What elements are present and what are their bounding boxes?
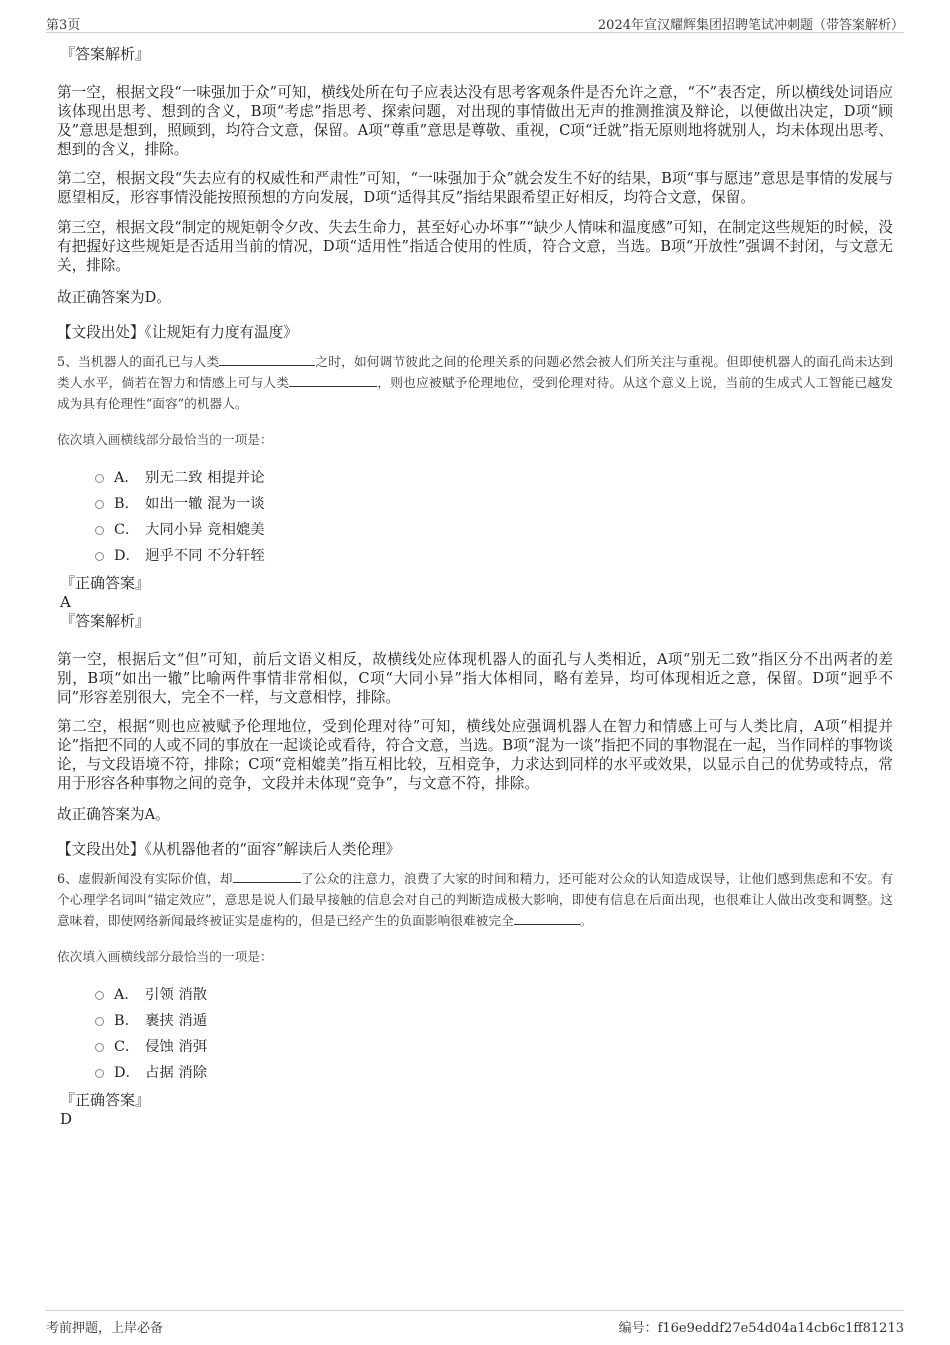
q6-options bbox=[57, 982, 893, 1086]
radio-icon[interactable] bbox=[95, 991, 104, 1000]
radio-icon[interactable] bbox=[95, 526, 104, 535]
q5-correct-label: 『正确答案』 bbox=[60, 574, 151, 592]
q5-option-b[interactable]: B． 如出一辙 混为一谈 bbox=[57, 491, 893, 517]
radio-icon[interactable] bbox=[95, 1069, 104, 1078]
q5-conclusion: 故正确答案为A。 bbox=[57, 806, 170, 823]
q5-option-c[interactable]: C． 大同小异 竞相媲美 bbox=[57, 517, 893, 543]
q6-stem-part-3: 。 bbox=[579, 913, 593, 928]
q5-stem-part-2: 之时，如何调节彼此之间的伦理关系的问题必然会被人们所关注与重视。但即使机器人的面孔尚未达到类人水平，倘若在智力和情感上可与人类 bbox=[57, 354, 893, 390]
q6-correct-answer: D bbox=[60, 1110, 73, 1128]
page-header bbox=[46, 10, 904, 33]
page-content bbox=[57, 44, 893, 1129]
q6-stem bbox=[57, 868, 893, 931]
q5-options bbox=[57, 465, 893, 569]
q6-stem-part-1: 6、虚假新闻没有实际价值，却 bbox=[57, 871, 233, 886]
q6-stem-part-2: 了公众的注意力，浪费了大家的时间和精力，还可能对公众的认知造成误导，让他们感到焦虑和不安。有个心理学名词叫“锚定效应”，意思是说人们最早接触的信息会对自己的判断造成极大影响，即使有信息在后面出现，也很难让人做出改变和调整。这意味着，即使网络新闻最终被证实是虚构的，但是已经产生的负面影响很难被完全 bbox=[57, 871, 894, 928]
page-footer bbox=[46, 1310, 904, 1337]
document-code: 编号：f16e9eddf27e54d04a14cb6c1ff81213 bbox=[618, 1321, 904, 1336]
q4-source: 【文段出处】《让规矩有力度有温度》 bbox=[57, 324, 298, 341]
q5-blank-2 bbox=[289, 373, 377, 387]
q6-correct-label: 『正确答案』 bbox=[60, 1091, 151, 1109]
q4-analysis-para-1: 第一空，根据文段“一味强加于众”可知，横线处所在句子应表达没有思考客观条件是否允许之意，“不”表否定，所以横线处词语应该体现出思考、想到的含义，B项“考虑”指思考、探索问题，对出现的事情做出无声的推测推演及辩论，以便做出决定，D项“顾及”意思是想到，照顾到，均符合文意，保留。A项“尊重”意思是尊敬、重视，C项“迁就”指无原则地将就别人，均未体现出思考、想到的含义，排除。 bbox=[57, 84, 893, 158]
footer-slogan: 考前押题，上岸必备 bbox=[46, 1321, 164, 1336]
q5-correct-answer: A bbox=[60, 593, 71, 611]
q5-blank-1 bbox=[219, 352, 315, 366]
q5-stem-part-1: 5、当机器人的面孔已与人类 bbox=[57, 354, 220, 369]
radio-icon[interactable] bbox=[95, 1043, 104, 1052]
q6-prompt: 依次填入画横线部分最恰当的一项是： bbox=[57, 949, 273, 964]
q5-stem bbox=[57, 351, 893, 414]
q5-option-d[interactable]: D． 迥乎不同 不分轩轾 bbox=[57, 543, 893, 569]
q5-prompt: 依次填入画横线部分最恰当的一项是： bbox=[57, 432, 273, 447]
radio-icon[interactable] bbox=[95, 500, 104, 509]
q4-analysis-para-2: 第二空，根据文段“失去应有的权威性和严肃性”可知，“一味强加于众”就会发生不好的结果，B项“事与愿违”意思是事情的发展与愿望相反，形容事情没能按照预想的方向发展，D项“适得其反”指结果跟希望正好相反，均符合文意，保留。 bbox=[57, 170, 893, 206]
q5-stem-part-3: ，则也应被赋予伦理地位，受到伦理对待。从这个意义上说，当前的生成式人工智能已越发成为具有伦理性“面容”的机器人。 bbox=[57, 375, 894, 411]
radio-icon[interactable] bbox=[95, 474, 104, 483]
q5-analysis-label: 『答案解析』 bbox=[60, 612, 151, 630]
q5-analysis-para-2: 第二空，根据“则也应被赋予伦理地位，受到伦理对待”可知，横线处应强调机器人在智力和情感上可与人类比肩，A项“相提并论”指把不同的人或不同的事放在一起谈论或看待，符合文意，当选。B项“混为一谈”指把不同的事物混在一起，当作同样的事物谈论，与文段语境不符，排除；C项“竞相媲美”指互相比较，互相竞争，力求达到同样的水平或效果，以显示自己的优势或特点，常用于形容各种事物之间的竞争，文段并未体现“竞争”，与文意不符，排除。 bbox=[57, 718, 893, 792]
radio-icon[interactable] bbox=[95, 1017, 104, 1026]
page-number: 第3页 bbox=[46, 18, 81, 33]
q6-option-c[interactable]: C． 侵蚀 消弭 bbox=[57, 1034, 893, 1060]
document-title: 2024年宣汉耀辉集团招聘笔试冲刺题（带答案解析） bbox=[597, 18, 904, 33]
radio-icon[interactable] bbox=[95, 552, 104, 561]
q5-source: 【文段出处】《从机器他者的“面容”解读后人类伦理》 bbox=[57, 841, 401, 858]
q6-blank-2 bbox=[514, 911, 580, 925]
q4-analysis-label: 『答案解析』 bbox=[60, 45, 151, 63]
q6-option-d[interactable]: D． 占据 消除 bbox=[57, 1060, 893, 1086]
q6-blank-1 bbox=[233, 869, 301, 883]
q6-option-b[interactable]: B． 裹挟 消遁 bbox=[57, 1008, 893, 1034]
q5-analysis-para-1: 第一空，根据后文“但”可知，前后文语义相反，故横线处应体现机器人的面孔与人类相近，A项“别无二致”指区分不出两者的差别，B项“如出一辙”比喻两件事情非常相似，C项“大同小异”指大体相同，略有差异，均可体现相近之意，保留。D项“迥乎不同”形容差别很大，完全不一样，与文意相悖，排除。 bbox=[57, 651, 893, 706]
q6-option-a[interactable]: A． 引领 消散 bbox=[57, 982, 893, 1008]
q4-analysis-para-3: 第三空，根据文段“制定的规矩朝令夕改、失去生命力，甚至好心办坏事”“缺少人情味和温度感”可知，在制定这些规矩的时候，没有把握好这些规矩是否适用当前的情况，D项“适用性”指适合使用的性质，符合文意，当选。B项“开放性”强调不封闭，与文意无关，排除。 bbox=[57, 219, 893, 274]
q4-conclusion: 故正确答案为D。 bbox=[57, 289, 171, 306]
q5-option-a[interactable]: A． 别无二致 相提并论 bbox=[57, 465, 893, 491]
